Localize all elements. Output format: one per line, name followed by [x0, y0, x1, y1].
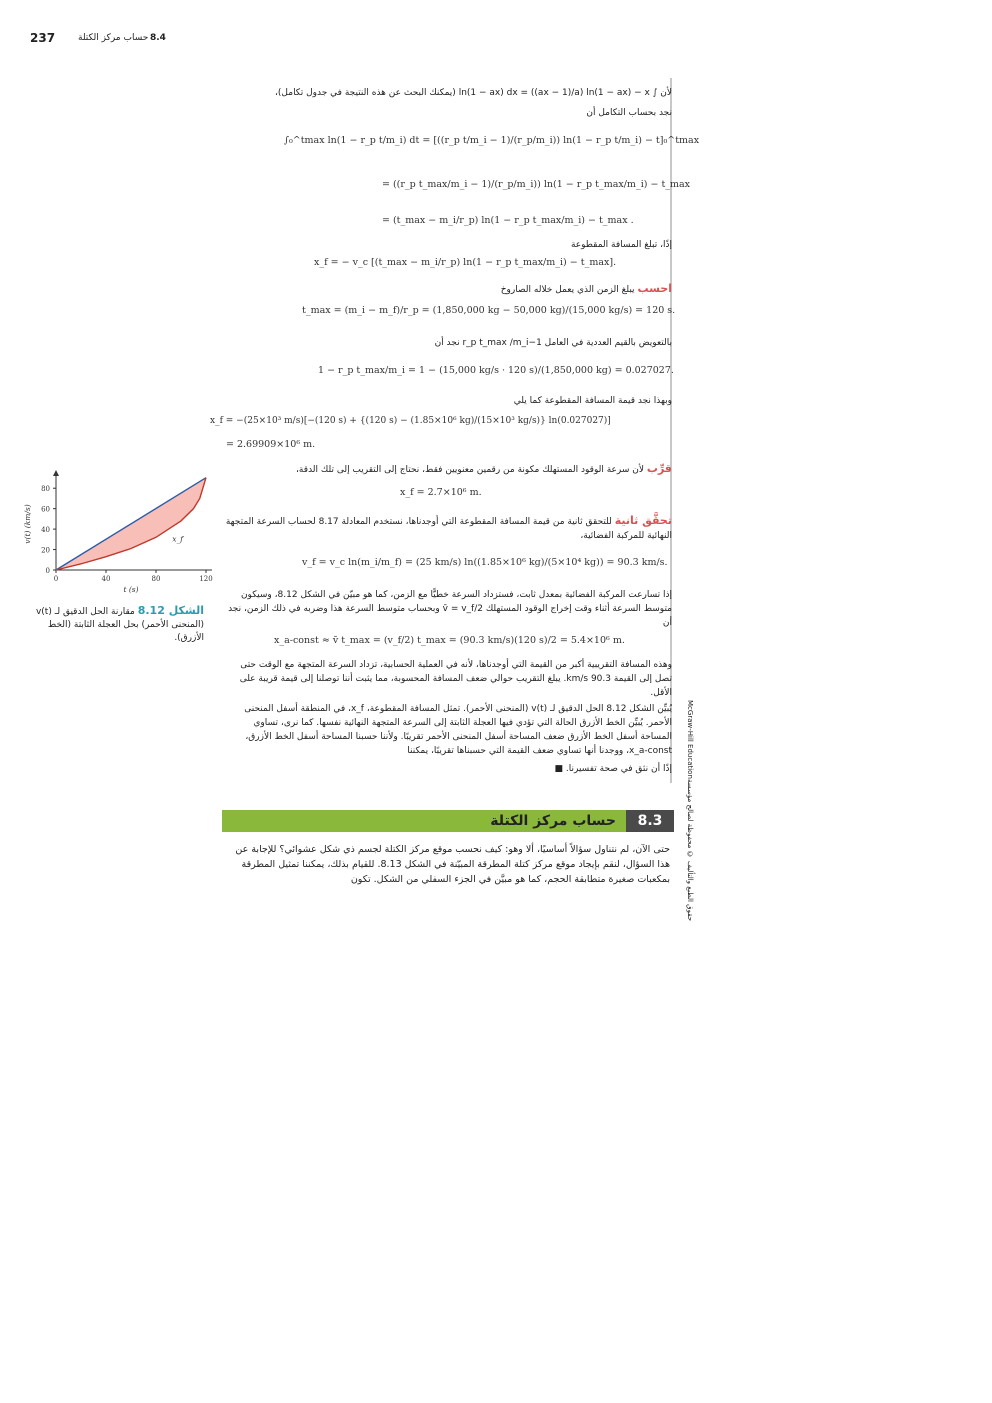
x-axis-label: t (s)	[123, 585, 139, 594]
figure-8-12	[18, 470, 214, 595]
section-body-text: حتى الآن، لم نتناول سؤالاً أساسيًا، ألا وهو: كيف نحسب موقع مركز الكتلة لجسم ذي شكل عشوائي؟ للإجابة عن هذا السؤال، لنقم بإيجاد موقع مركز كتلة المطرقة المبيّنة في الشكل 8.13. للقيام بذلك، يمكننا تمثيل المطرقة بمكعبات صغيرة متطابقة الحجم، كما هو مبيَّن في الجزء السفلي من الشكل. تكون	[235, 844, 670, 885]
const-accel-paragraph: إذا تسارعت المركبة الفضائية بمعدل ثابت، فستزداد السرعة خطيًّا مع الزمن، كما هو مبيّن في الشكل 8.12، وسيكون متوسط السرعة أثناء وقت إخراج الوقود المستهلك v̄ = v_f/2 وبحساب متوسط السرعة هذا وضربه في ذلك الزمن، نجد أن	[228, 590, 672, 628]
publisher-credit: McGraw-Hill Education	[686, 700, 694, 779]
check-keyword: تحقَّق ثانية	[614, 514, 672, 527]
rights-credit: حقوق الطبع والتأليف © محفوظة لصالح مؤسسة	[686, 778, 694, 921]
y-tick-label: 40	[41, 526, 50, 535]
equation-tmax: t_max = (m_i − m_f)/r_p = (1,850,000 kg − 50,000 kg)/(15,000 kg/s) = 120 s.	[302, 305, 676, 316]
equation-xf-full: x_f = −(25×10³ m/s)[−(120 s) + {(120 s) − (1.85×10⁶ kg)/(15×10³ kg/s)} ln(0.027027)]	[210, 416, 611, 426]
round-keyword: قرِّب	[646, 462, 672, 475]
calc-paragraph	[224, 282, 672, 297]
intro-line-2: نجد بحساب التكامل أن	[586, 108, 672, 118]
y-axis-label: v(t) (km/s)	[23, 504, 32, 544]
calc-text: يبلغ الزمن الذي يعمل خلاله الصاروخ	[500, 285, 635, 295]
equation-integral-step2: = ((r_p t_max/m_i − 1)/(r_p/m_i)) ln(1 − r_p t_max/m_i) − t_max	[382, 179, 691, 190]
x-tick-label: 0	[53, 575, 59, 583]
velocity-chart	[18, 470, 214, 595]
equation-integral-step3: = (t_max − m_i/r_p) ln(1 − r_p t_max/m_i) − t_max .	[382, 215, 634, 226]
check-text: للتحقق ثانية من قيمة المسافة المقطوعة التي أوجدناها، نستخدم المعادلة 8.17 لحساب السرعة المتجهة النهائية للمركبة الفضائية،	[225, 517, 672, 541]
x-tick-label: 120	[199, 575, 213, 583]
check-paragraph	[224, 514, 672, 543]
area-label: x_f	[172, 534, 184, 544]
running-header-number: 8.4	[150, 33, 166, 43]
section-header-bar	[222, 810, 674, 832]
equation-factor: 1 − r_p t_max/m_i = 1 − (15,000 kg/s · 120 s)/(1,850,000 kg) = 0.027027.	[318, 365, 674, 376]
figure-caption-number: الشكل 8.12	[137, 604, 204, 617]
equation-xf-value: = 2.69909×10⁶ m.	[226, 439, 316, 450]
y-tick-label: 0	[45, 567, 50, 575]
round-text: لأن سرعة الوقود المستهلك مكونة من رقمين معنويين فقط، نحتاج إلى التقريب إلى تلك الدقة،	[296, 465, 645, 475]
equation-vf: v_f = v_c ln(m_i/m_f) = (25 km/s) ln((1.85×10⁶ kg)/(5×10⁴ kg)) = 90.3 km/s.	[302, 557, 668, 568]
x-tick-label: 40	[101, 575, 111, 583]
section-number: 8.3	[626, 810, 674, 832]
distance-line: إذًا، تبلغ المسافة المقطوعة	[570, 240, 672, 250]
side-credit	[686, 700, 702, 920]
y-tick-label: 20	[41, 546, 50, 555]
result-line: وبهذا نجد قيمة المسافة المقطوعة كما يلي	[513, 396, 672, 406]
y-axis-arrow	[53, 470, 59, 476]
equation-integral: ∫₀^tmax ln(1 − r_p t/m_i) dt = [((r_p t/m_i − 1)/(r_p/m_i)) ln(1 − r_p t/m_i) − t]₀^tmax	[284, 135, 700, 146]
calc-keyword: احسب	[637, 282, 672, 295]
equation-distance: x_f = − v_c [(t_max − m_i/r_p) ln(1 − r_p t_max/m_i) − t_max].	[314, 257, 617, 268]
constant-acceleration-line	[56, 478, 206, 570]
section-title: حساب مركز الكتلة	[490, 813, 616, 829]
figure-discussion-paragraph: يُبيِّن الشكل 8.12 الحل الدقيق لـ v(t) (المنحنى الأحمر). تمثل المسافة المقطوعة، x_f، في المنطقة أسفل المنحنى الأحمر. يُبيِّن الخط الأزرق الحالة التي تؤدي فيها العجلة الثابتة إلى السرعة المتجهة النهائية نفسها. كما نرى، تساوي المساحة أسفل الخط الأزرق ضعف المساحة أسفل المنحنى الأحمر تقريبًا. ولأننا حسبنا المساحة أسفل الخط الأزرق، x_a-const، ووجدنا أنها تساوي ضعف القيمة التي حسبناها تقريبًا، يمكننا	[244, 704, 672, 756]
conclusion-line: إذًا أن نثق في صحة تفسيرنا. ■	[554, 764, 672, 774]
y-tick-label: 80	[41, 485, 50, 494]
page-number: 237	[30, 31, 56, 45]
equation-rounded: x_f = 2.7×10⁶ m.	[400, 487, 482, 498]
approx-paragraph: وهذه المسافة التقريبية أكبر من القيمة التي أوجدناها، لأنه في العملية الحسابية، تزداد السرعة المتجهة مع الوقت حتى تصل إلى القيمة 90.3 km/s. يبلغ التقريب حوالي ضعف المسافة المحسوبة، مما يثبت أننا توصلنا إلى قيمة قريبة على الأقل.	[239, 660, 672, 698]
x-tick-label: 80	[151, 575, 161, 583]
substitution-line: بالتعويض بالقيم العددية في العامل 1−r_p t_max /m_i نجد أن	[434, 338, 672, 348]
figure-caption-text: مقارنة الحل الدقيق لـ v(t) (المنحنى الأحمر) بحل العجلة الثابتة (الخط الأزرق).	[35, 607, 204, 643]
y-tick-label: 60	[41, 505, 50, 514]
running-header-title: حساب مركز الكتلة	[78, 33, 149, 43]
equation-xa-const: x_a-const ≈ v̄ t_max = (v_f/2) t_max = (90.3 km/s)(120 s)/2 = 5.4×10⁶ m.	[274, 635, 625, 646]
round-paragraph	[224, 462, 672, 477]
intro-line: لأن ∫ ln(1 − ax) dx = ((ax − 1)/a) ln(1 − ax) − x (يمكنك البحث عن هذه النتيجة في جدول تكامل)،	[275, 88, 672, 98]
figure-caption	[30, 604, 204, 645]
